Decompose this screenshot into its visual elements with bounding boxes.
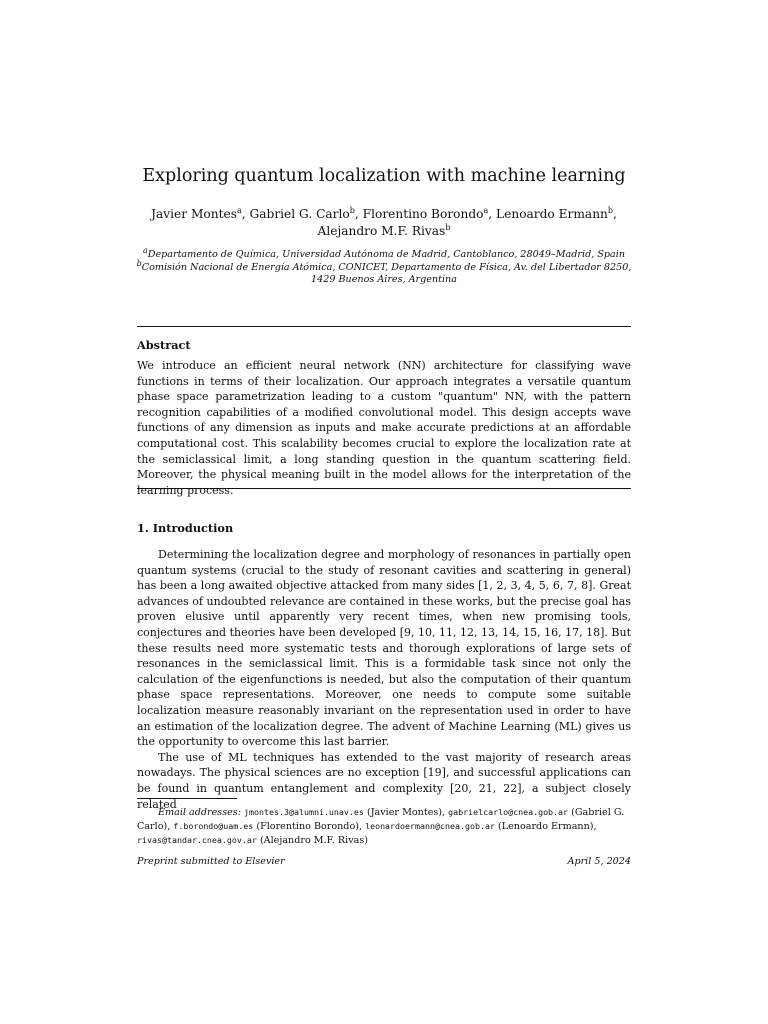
email-link[interactable]: jmontes.3@alumni.unav.es [244, 807, 364, 817]
email-link[interactable]: rivas@tandar.cnea.gov.ar [137, 834, 257, 845]
abstract-text: We introduce an efficient neural network (NN) architecture for classifying wave functions in terms of their localization. Our approach integrates a versatile quantum phase space parametrization leading to a custom "quantum" NN, with the pattern recognition capabilities of a modified convolutional model. This design accepts wave functions of any dimension as inputs and make accurate predictions at an affordable computational cost. This scalability becomes crucial to explore the localization rate at the semiclassical limit, a long standing question in the quantum scattering field. Moreover, the physical meaning built in the model allows for the interpretation of the learning process. [137, 359, 631, 497]
abstract-bottom-rule [137, 488, 631, 489]
preprint-note: Preprint submitted to Elsevier [137, 856, 285, 867]
section-heading: 1. Introduction [137, 521, 234, 535]
author: Gabriel G. Carlo$^b$, [249, 205, 363, 221]
date: April 5, 2024 [567, 856, 631, 867]
author: Javier Montes$^a$, [151, 205, 250, 221]
paper-title: Exploring quantum localization with machine learning [142, 166, 626, 186]
author-list [120, 206, 648, 240]
footnote-rule [137, 798, 237, 799]
affiliations [130, 245, 638, 287]
author: Alejandro M.F. Rivas$^b$ [317, 222, 451, 238]
paragraph: Determining the localization degree and morphology of resonances in partially open quantum systems (crucial to the study of resonant cavities and scattering in general) has been a long awaited objective attacked from many sides [1, 2, 3, 4, 5, 6, 7, 8]. Great advances of undoubted relevance are contained in these works, but the precise goal has proven elusive until apparently very recent times, when new promising tools, conjectures and theories have been developed [9, 10, 11, 12, 13, 14, 15, 16, 17, 18]. But these results need more systematic tests and thorough explorations of large sets of resonances in the semiclassical limit. This is a formidable task since not only the calculation of the eigenfunctions is needed, but also the computation of their quantum phase space representations. Moreover, one needs to compute some suitable localization measure reasonably invariant on the representation used in order to have an estimation of the localization degree. The advent of Machine Learning (ML) gives us the opportunity to overcome this last barrier. [137, 548, 631, 749]
affiliation: $^a$Departamento de Química, Universidad Autónoma de Madrid, Cantoblanco, 28049–Madrid, Spain [142, 245, 625, 260]
email-link[interactable]: f.borondo@uam.es [173, 820, 254, 831]
author: Florentino Borondo$^a$, [362, 205, 497, 221]
paragraph: The use of ML techniques has extended to the vast majority of research areas nowadays. The physical sciences are no exception [19], and successful applications can be found in quantum entanglement and complexity [20, 21, 22], a subject closely related [137, 750, 631, 811]
affiliation: $^b$Comisión Nacional de Energía Atómica, CONICET, Departamento de Física, Av. del Libertador 8250, 1429 Buenos Aires, Argentina [136, 258, 632, 285]
abstract-top-rule [137, 326, 631, 327]
section-body [137, 547, 631, 812]
footnote: Email addresses: jmontes.3@alumni.unav.es (Javier Montes), gabrielcarlo@cnea.gob.ar (Gabriel G. Carlo), f.borondo@uam.es (Florentino Borondo), leonardoermann@cnea.gob.ar (Lenoardo Ermann), rivas@tandar.cnea.gov.ar (Alejandro M.F. Rivas) [137, 807, 625, 846]
footnote-label: Email addresses: [158, 807, 241, 818]
abstract-heading: Abstract [137, 338, 191, 352]
email-link[interactable]: gabrielcarlo@cnea.gob.ar [448, 807, 569, 817]
author: Lenoardo Ermann$^b$, [496, 205, 617, 221]
email-link[interactable]: leonardoermann@cnea.gob.ar [365, 820, 495, 831]
